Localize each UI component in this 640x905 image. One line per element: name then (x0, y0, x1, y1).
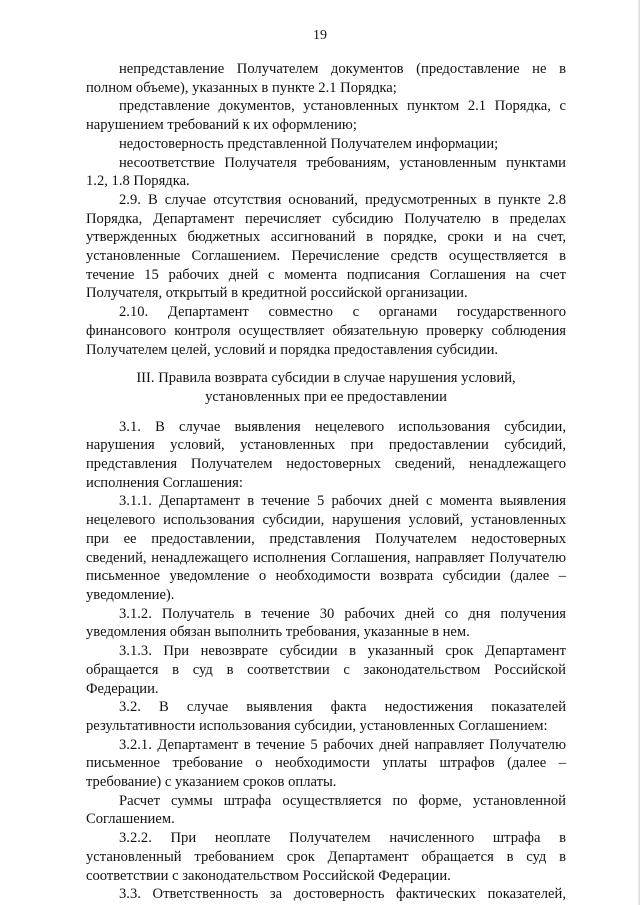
section-heading-line-1: III. Правила возврата субсидии в случае нарушения условий, (136, 370, 516, 387)
paragraph-3-1-2: 3.1.2. Получатель в течение 30 рабочих дней со дня получения уведомления обязан выполнить требования, указанные в нем. (86, 605, 566, 641)
paragraph: несоответствие Получателя требованиям, установленным пунктами 1.2, 1.8 Порядка. (86, 154, 566, 190)
page-number: 19 (313, 28, 327, 43)
document-body (86, 60, 566, 904)
paragraph-2-9: 2.9. В случае отсутствия оснований, предусмотренных в пункте 2.8 Порядка, Департамент перечисляет субсидию Получателю в пределах утвержденных бюджетных ассигнований в порядке, сроки и на счет, установленные Соглашением. Перечисление средств осуществляется в течение 15 рабочих дней с момента подписания Соглашения на счет Получателя, открытый в кредитной российской организации. (86, 191, 566, 302)
paragraph: Расчет суммы штрафа осуществляется по форме, установленной Соглашением. (86, 792, 566, 828)
paragraph-3-3: 3.3. Ответственность за достоверность фактических показателей, (119, 886, 566, 903)
paragraph-3-2: 3.2. В случае выявления факта недостижения показателей результативности использования субсидии, установленных Соглашением: (86, 699, 566, 734)
paragraph: недостоверность представленной Получателем информации; (119, 135, 499, 152)
paragraph-3-1-1: 3.1.1. Департамент в течение 5 рабочих дней с момента выявления нецелевого использования субсидии, нарушения условий, установленных при ее предоставлении, представления Получателем недостоверных сведений, ненадлежащего исполнения Соглашения, направляет Получателю письменное уведомление о необходимости возврата субсидии (далее – уведомление). (86, 493, 566, 603)
paragraph-3-2-1: 3.2.1. Департамент в течение 5 рабочих дней направляет Получателю письменное требование о необходимости уплаты штрафов (далее – требование) с указанием сроков оплаты. (86, 736, 566, 791)
paragraph-3-1-3: 3.1.3. При невозврате субсидии в указанный срок Департамент обращается в суд в соответствии с законодательством Российской Федерации. (86, 643, 566, 697)
paragraph: непредставление Получателем документов (предоставление не в полном объеме), указанных в пункте 2.1 Порядка; (86, 61, 566, 96)
paragraph-3-1: 3.1. В случае выявления нецелевого использования субсидии, нарушения условий, установленных при предоставлении субсидий, представления Получателем недостоверных сведений, ненадлежащего исполнения Соглашения: (86, 418, 566, 491)
paragraph-3-2-2: 3.2.2. При неоплате Получателем начисленного штрафа в установленный требованием срок Департамент обращается в суд в соответствии с законодательством Российской Федерации. (86, 830, 566, 884)
section-heading (86, 369, 566, 406)
paragraph-2-10: 2.10. Департамент совместно с органами государственного финансового контроля осуществляет обязательную проверку соблюдения Получателем целей, условий и порядка предоставления субсидии. (86, 304, 566, 358)
section-heading-line-2: установленных при ее предоставлении (205, 388, 447, 405)
paragraph: представление документов, установленных пунктом 2.1 Порядка, с нарушением требований к их оформлению; (86, 98, 566, 134)
